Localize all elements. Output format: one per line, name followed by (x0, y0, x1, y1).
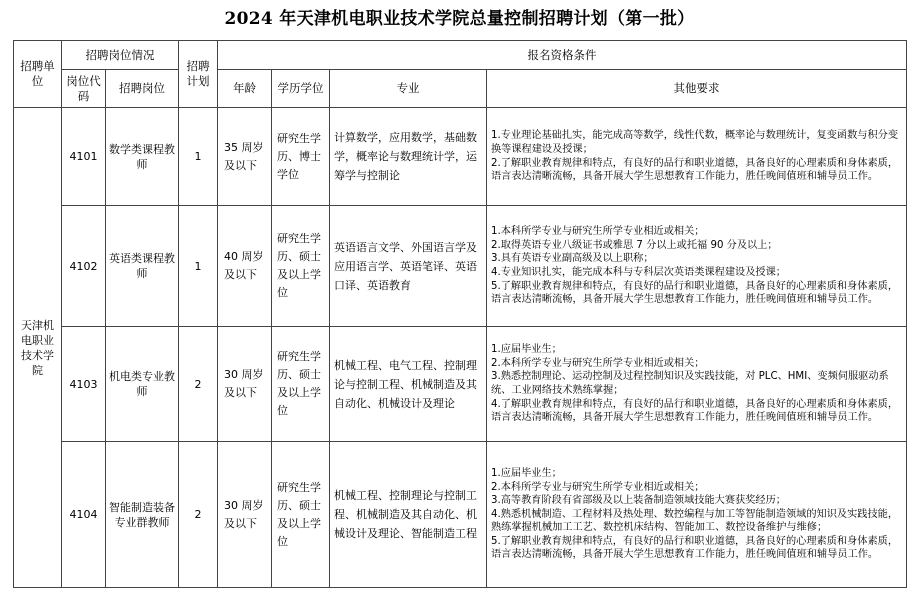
requirement-item: 2.取得英语专业八级证书或雅思 7 分以上或托福 90 分及以上； (491, 239, 778, 251)
position-code: 4101 (62, 108, 106, 206)
age-requirement: 40 周岁及以下 (218, 206, 272, 327)
requirement-item: 1.专业理论基础扎实，能完成高等数学，线性代数，概率论与数理统计，复变函数与积分变换等课程建设及授课； (491, 130, 899, 155)
requirement-item: 1.本科所学专业与研究生所学专业相近或相关； (491, 226, 705, 238)
requirement-item: 1.应届毕业生； (491, 467, 562, 479)
requirement-item: 4.了解职业教育规律和特点，有良好的品行和职业道德，具备良好的心理素质和身体素质，语言表达清晰流畅，具备开展大学生思想教育工作能力，胜任晚间值班和辅导员工作。 (491, 398, 899, 424)
position-name: 英语类课程教师 (106, 206, 179, 327)
table-row (14, 108, 907, 206)
recruitment-table (13, 40, 907, 588)
other-requirements (487, 108, 907, 206)
education-requirement: 研究生学历、硕士及以上学位 (272, 327, 330, 442)
table-row (14, 442, 907, 588)
age-requirement: 30 周岁及以下 (218, 327, 272, 442)
requirement-item: 3.熟悉控制理论、运动控制及过程控制知识及实践技能，对 PLC、HMI、变频伺服驱动系统、工业网络技术熟练掌握； (491, 371, 889, 396)
plan-count: 2 (179, 442, 218, 588)
age-requirement: 35 周岁及以下 (218, 108, 272, 206)
header-other: 其他要求 (487, 70, 907, 108)
header-position-info: 招聘岗位情况 (62, 41, 179, 70)
major-requirement: 机械工程、控制理论与控制工程、机械制造及其自动化、机械设计及理论、智能制造工程 (330, 442, 487, 588)
major-requirement: 英语语言文学、外国语言学及应用语言学、英语笔译、英语口译、英语教育 (330, 206, 487, 327)
header-plan: 招聘计划 (179, 41, 218, 108)
position-code: 4102 (62, 206, 106, 327)
age-requirement: 30 周岁及以下 (218, 442, 272, 588)
requirement-item: 5.了解职业教育规律和特点，有良好的品行和职业道德，具备良好的心理素质和身体素质，语言表达清晰流畅，具备开展大学生思想教育工作能力，胜任晚间值班和辅导员工作。 (491, 280, 899, 306)
plan-count: 1 (179, 206, 218, 327)
plan-count: 2 (179, 327, 218, 442)
requirement-item: 2.本科所学专业与研究生所学专业相近或相关； (491, 481, 705, 493)
position-name: 机电类专业教师 (106, 327, 179, 442)
position-name: 智能制造装备专业群教师 (106, 442, 179, 588)
requirement-item: 4.专业知识扎实，能完成本科与专科层次英语类课程建设及授课； (491, 267, 786, 278)
position-code: 4104 (62, 442, 106, 588)
major-requirement: 机械工程、电气工程、控制理论与控制工程、机械制造及其自动化、机械设计及理论 (330, 327, 487, 442)
position-name: 数学类课程教师 (106, 108, 179, 206)
table-row (14, 206, 907, 327)
header-unit: 招聘单位 (14, 41, 62, 108)
requirement-item: 3.高等教育阶段有省部级及以上装备制造领域技能大赛获奖经历； (491, 495, 786, 507)
header-major: 专业 (330, 70, 487, 108)
plan-count: 1 (179, 108, 218, 206)
requirement-item: 5.了解职业教育规律和特点，有良好的品行和职业道德，具备良好的心理素质和身体素质，语言表达清晰流畅，具备开展大学生思想教育工作能力，胜任晚间值班和辅导员工作。 (491, 535, 899, 561)
requirement-item: 1.应届毕业生； (491, 344, 562, 356)
table-row (14, 327, 907, 442)
other-requirements (487, 327, 907, 442)
header-age: 年龄 (218, 70, 272, 108)
requirement-item: 3.具有英语专业副高级及以上职称； (491, 253, 654, 265)
major-requirement: 计算数学，应用数学，基础数学，概率论与数理统计学，运筹学与控制论 (330, 108, 487, 206)
education-requirement: 研究生学历、硕士及以上学位 (272, 206, 330, 327)
header-education: 学历学位 (272, 70, 330, 108)
header-code: 岗位代码 (62, 70, 106, 108)
position-code: 4103 (62, 327, 106, 442)
header-position: 招聘岗位 (106, 70, 179, 108)
page-title: 2024 年天津机电职业技术学院总量控制招聘计划（第一批） (224, 9, 695, 29)
requirement-item: 2.了解职业教育规律和特点，有良好的品行和职业道德，具备良好的心理素质和身体素质，语言表达清晰流畅，具备开展大学生思想教育工作能力，胜任晚间值班和辅导员工作。 (491, 157, 899, 183)
unit-name: 天津机电职业技术学院 (14, 108, 62, 588)
education-requirement: 研究生学历、博士学位 (272, 108, 330, 206)
other-requirements (487, 206, 907, 327)
header-qualifications: 报名资格条件 (218, 41, 907, 70)
requirement-item: 2.本科所学专业与研究生所学专业相近或相关； (491, 357, 705, 369)
education-requirement: 研究生学历、硕士及以上学位 (272, 442, 330, 588)
requirement-item: 4.熟悉机械制造、工程材料及热处理、数控编程与加工等智能制造领域的知识及实践技能，熟练掌握机械加工工艺、数控机床结构、智能加工、数控设备维护与维修； (491, 508, 899, 534)
other-requirements (487, 442, 907, 588)
